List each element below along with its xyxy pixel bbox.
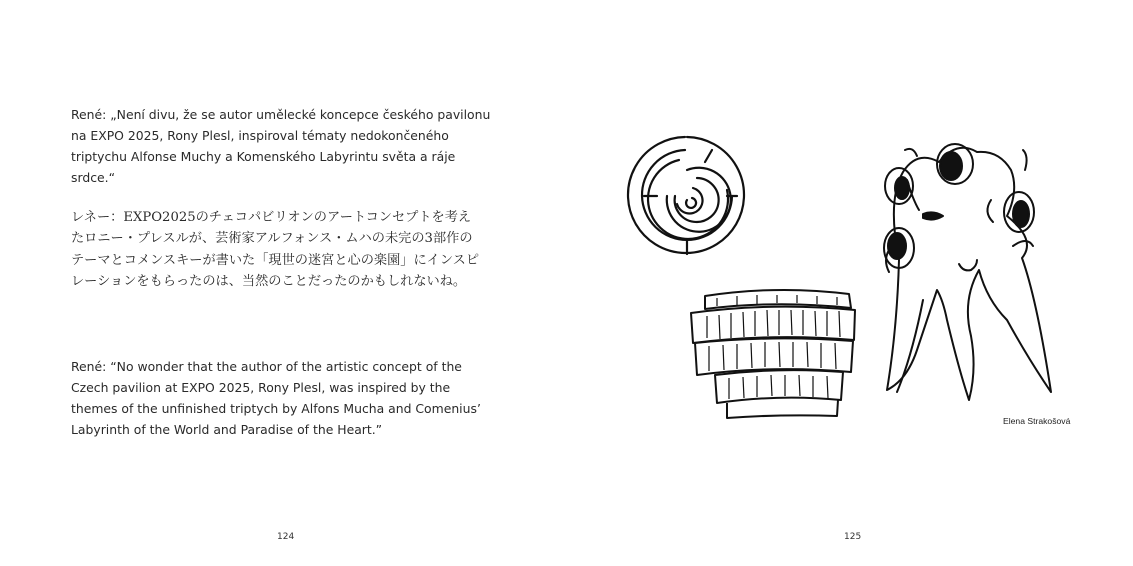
czech-paragraph: René: „Není divu, že se autor umělecké koncepce českého pavilonu na EXPO 2025, Rony Plesl, inspiroval tématy nedokončeného triptychu Alfonse Muchy a Komenského Labyrintu světa a ráje srdce.“ (71, 107, 491, 185)
japanese-paragraph: レネー：EXPO2025のチェコパビリオンのアートコンセプトを考えたロニー・プレスルが、芸術家アルフォンス・ムハの未完の3部作のテーマとコメンスキーが書いた「現世の迷宮と心の楽園」にインスピレーションをもらったのは、当然のことだったのかもしれないね。 (71, 210, 480, 290)
page-number-left: 124 (277, 532, 295, 542)
labyrinth-drawing (628, 137, 744, 254)
illustration-credit: Elena Strakošová (1003, 416, 1071, 426)
left-page (0, 0, 566, 566)
english-paragraph: René: “No wonder that the author of the artistic concept of the Czech pavilion at EXPO 2025, Rony Plesl, was inspired by the themes of the unfinished triptych by Alfons Mucha and Comenius’ Labyrinth of the World and Paradise of the Heart.” (71, 359, 481, 437)
illustration (567, 0, 1133, 566)
pavilion-drawing (691, 290, 855, 418)
right-page (567, 0, 1133, 566)
page-number-right: 125 (844, 532, 862, 542)
creature-drawing (884, 144, 1051, 400)
